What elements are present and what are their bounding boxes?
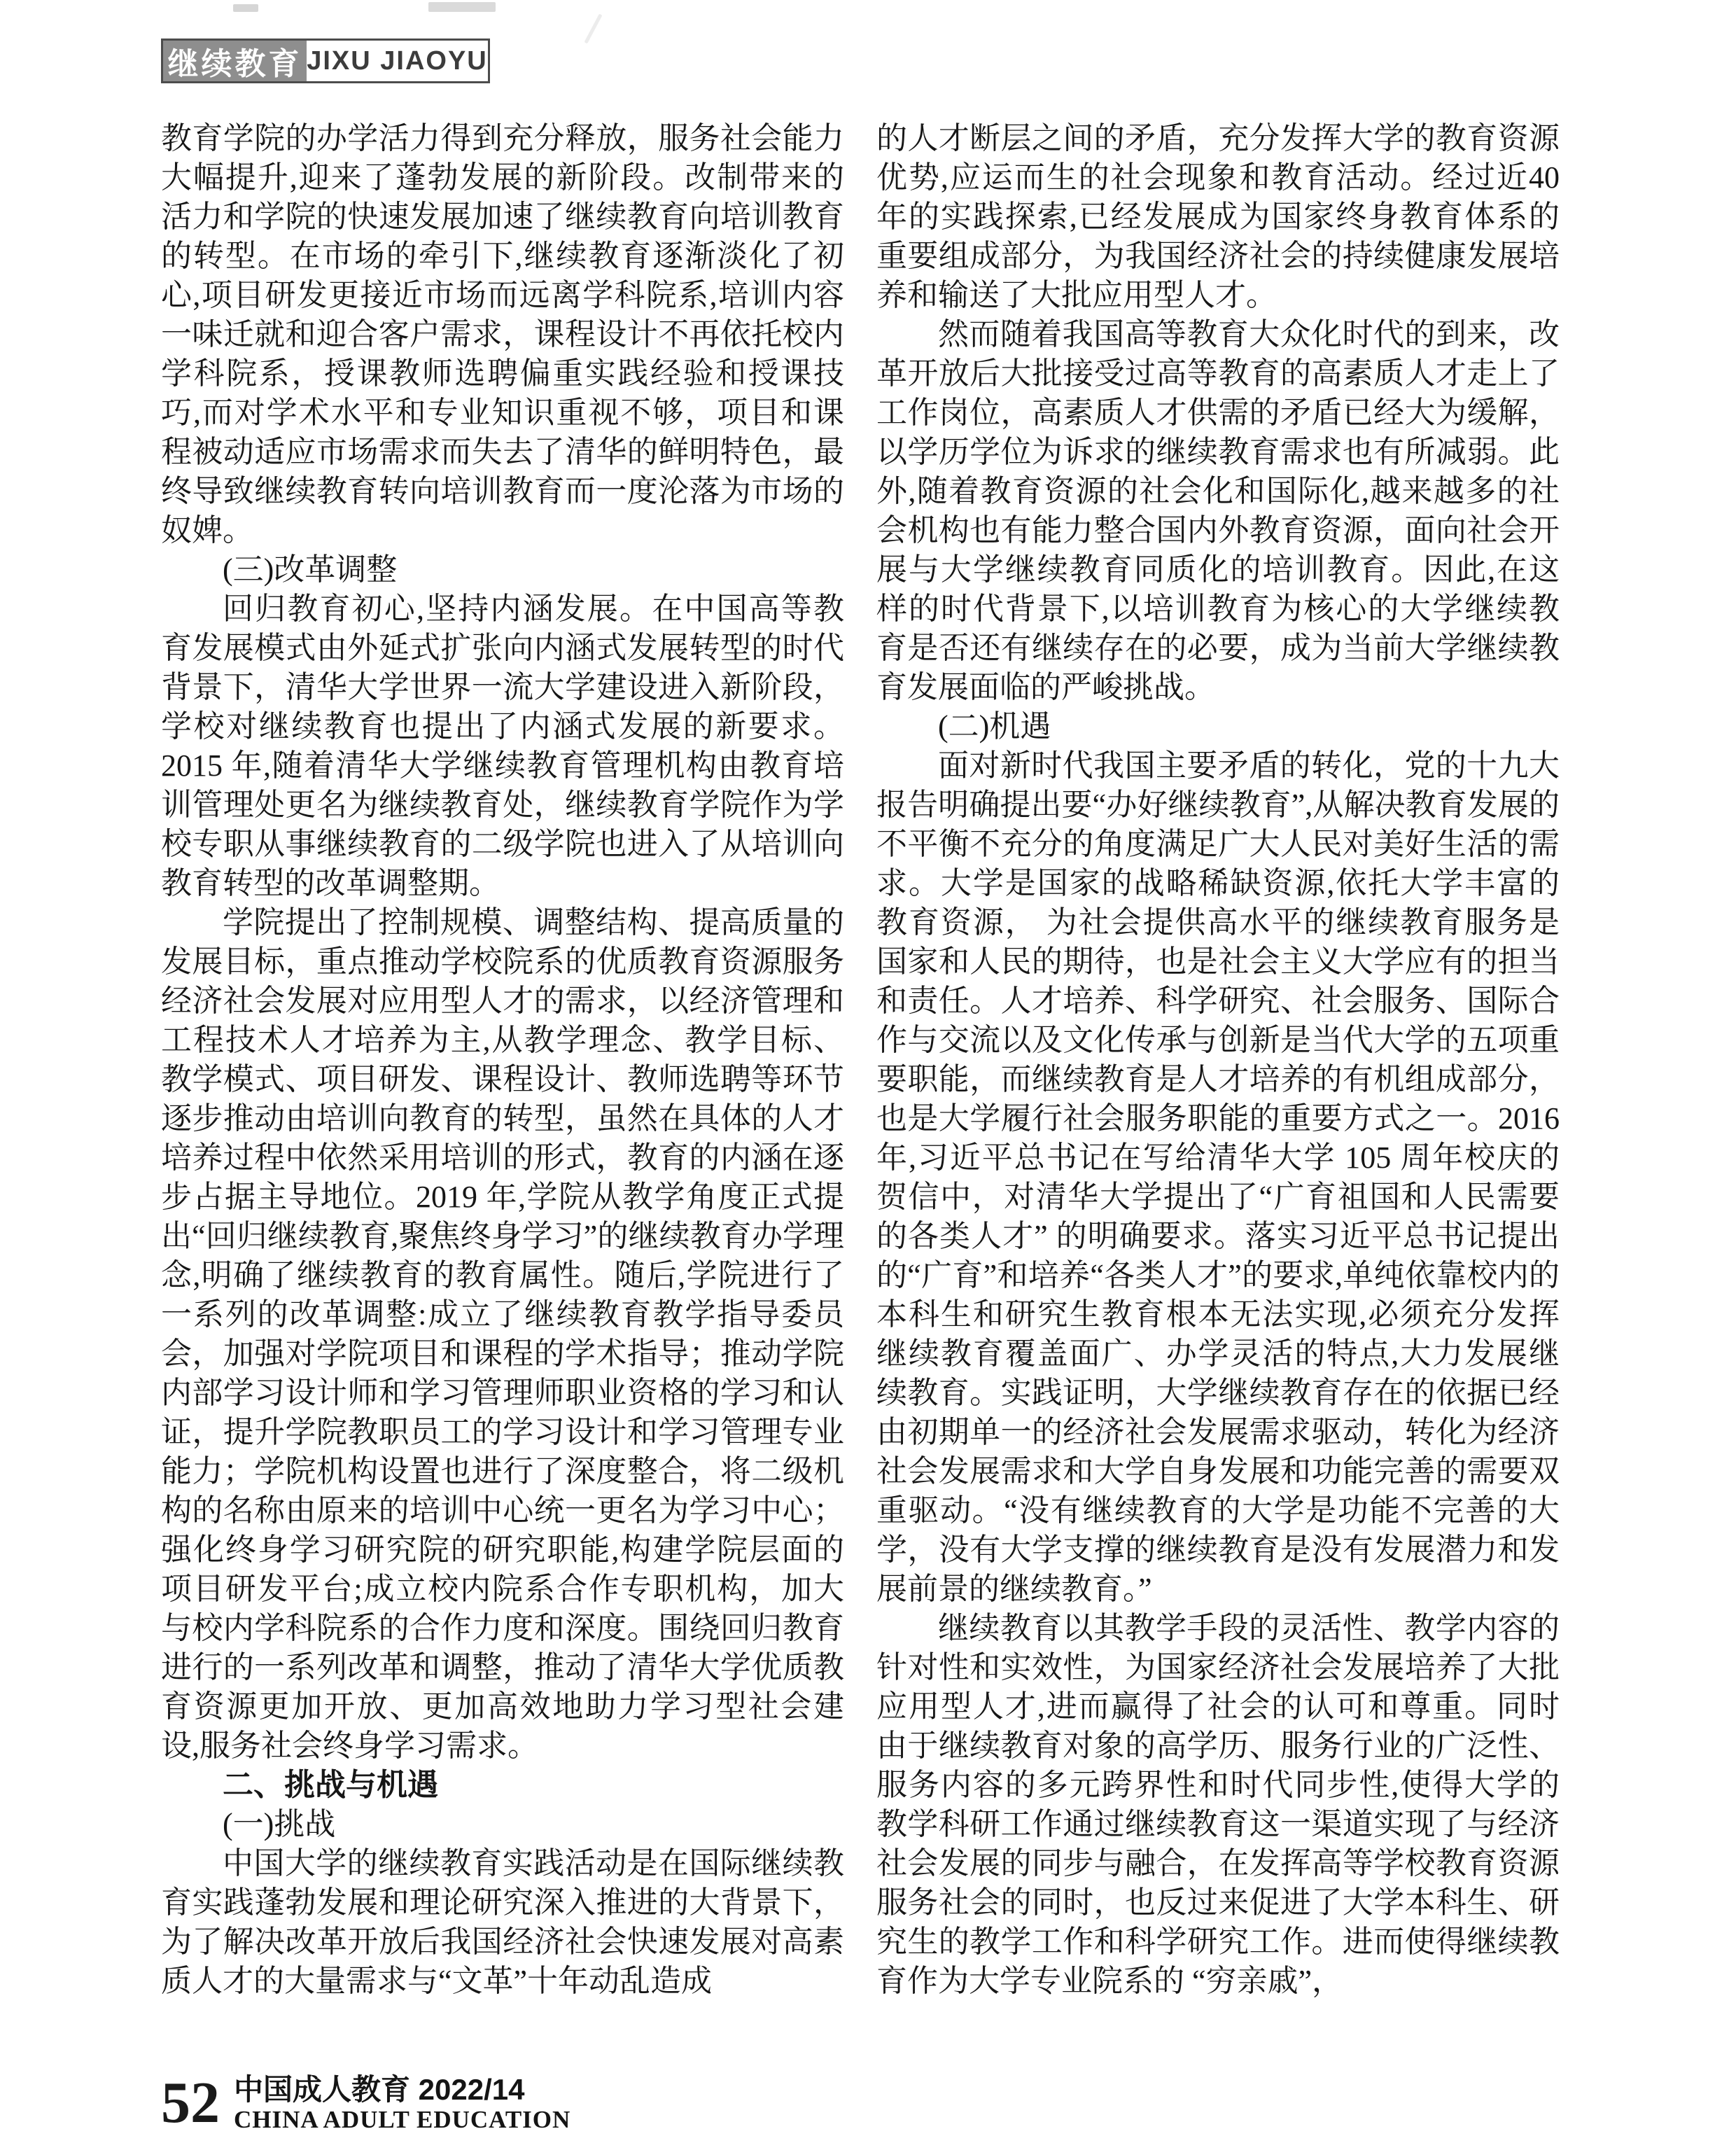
scan-artifact <box>233 4 258 12</box>
section-heading: 二、挑战与机遇 <box>223 1768 438 1802</box>
paragraph: 中国大学的继续教育实践活动是在国际继续教育实践蓬勃发展和理论研究深入推进的大背景下，为了解决改革开放后我国经济社会快速发展对高素质人才的大量需求与“文革”十年动乱造成 <box>161 1846 844 1998</box>
scan-artifact <box>428 2 496 12</box>
section-title-cn: 继续教育 <box>163 41 307 81</box>
paragraph: 继续教育以其教学手段的灵活性、教学内容的针对性和实效性，为国家经济社会发展培养了大批应用型人才,进而赢得了社会的认可和尊重。同时由于继续教育对象的高学历、服务行业的广泛性、服务内容的多元跨界性和时代同步性,使得大学的教学科研工作通过继续教育这一渠道实现了与经济社会发展的同步与融合，在发挥高等学校教育资源服务社会的同时，也反过来促进了大学本科生、研究生的教学工作和科学研究工作。进而使得继续教育作为大学专业院系的 “穷亲戚”， <box>876 1611 1560 1998</box>
paragraph: 教育学院的办学活力得到充分释放，服务社会能力大幅提升,迎来了蓬勃发展的新阶段。改制带来的活力和学院的快速发展加速了继续教育向培训教育的转型。在市场的牵引下,继续教育逐渐淡化了初心,项目研发更接近市场而远离学科院系,培训内容一味迁就和迎合客户需求，课程设计不再依托校内学科院系，授课教师选聘偏重实践经验和授课技巧,而对学术水平和专业知识重视不够，项目和课程被动适应市场需求而失去了清华的鲜明特色，最终导致继续教育转向培训教育而一度沦落为市场的奴婢。 <box>161 121 844 547</box>
journal-name-cn: 中国成人教育 2022/14 <box>234 2073 525 2106</box>
paragraph: 面对新时代我国主要矛盾的转化，党的十九大报告明确提出要“办好继续教育”,从解决教育发展的不平衡不充分的角度满足广大人民对美好生活的需求。大学是国家的战略稀缺资源,依托大学丰富的教育资源， 为社会提供高水平的继续教育服务是国家和人民的期待，也是社会主义大学应有的担当和责任。人才培养、科学研究、社会服务、国际合作与交流以及文化传承与创新是当代大学的五项重要职能，而继续教育是人才培养的有机组成部分，也是大学履行社会服务职能的重要方式之一。2016 年,习近平总书记在写给清华大学 105 周年校庆的贺信中，对清华大学提出了“广育祖国和人民需要的各类人才” 的明确要求。落实习近平总书记提出的“广育”和培养“各类人才”的要求,单纯依靠校内的本科生和研究生教育根本无法实现,必须充分发挥继续教育覆盖面广、办学灵活的特点,大力发展继续教育。实践证明，大学继续教育存在的依据已经由初期单一的经济社会发展需求驱动，转化为经济社会发展需求和大学自身发展和功能完善的需要双重驱动。“没有继续教育的大学是功能不完善的大学，没有大学支撑的继续教育是没有发展潜力和发展前景的继续教育。” <box>876 748 1560 1606</box>
paragraph: 的人才断层之间的矛盾，充分发挥大学的教育资源优势,应运而生的社会现象和教育活动。经过近40 年的实践探索,已经发展成为国家终身教育体系的重要组成部分，为我国经济社会的持续健康发展培养和输送了大批应用型人才。 <box>876 121 1560 312</box>
text-column-left <box>161 119 844 2001</box>
sub-heading: (三)改革调整 <box>223 552 398 587</box>
section-title-pinyin: JIXU JIAOYU <box>307 46 488 76</box>
sub-heading: (一)挑战 <box>223 1807 336 1841</box>
sub-heading: (二)机遇 <box>938 709 1051 744</box>
journal-name-en: CHINA ADULT EDUCATION <box>234 2106 571 2133</box>
journal-name-block <box>234 2071 570 2134</box>
paragraph: 回归教育初心,坚持内涵发展。在中国高等教育发展模式由外延式扩张向内涵式发展转型的时代背景下，清华大学世界一流大学建设进入新阶段，学校对继续教育也提出了内涵式发展的新要求。2015 年,随着清华大学继续教育管理机构由教育培训管理处更名为继续教育处，继续教育学院作为学校专职从事继续教育的二级学院也进入了从培训向教育转型的改革调整期。 <box>161 592 844 900</box>
scan-artifact <box>584 14 602 44</box>
page-number: 52 <box>161 2070 220 2135</box>
journal-section-banner <box>161 39 490 83</box>
paragraph: 然而随着我国高等教育大众化时代的到来，改革开放后大批接受过高等教育的高素质人才走上了工作岗位，高素质人才供需的矛盾已经大为缓解，以学历学位为诉求的继续教育需求也有所减弱。此外,随着教育资源的社会化和国际化,越来越多的社会机构也有能力整合国内外教育资源，面向社会开展与大学继续教育同质化的培训教育。因此,在这样的时代背景下,以培训教育为核心的大学继续教育是否还有继续存在的必要，成为当前大学继续教育发展面临的严峻挑战。 <box>876 317 1560 704</box>
page-footer <box>161 2071 570 2135</box>
text-column-right <box>876 119 1560 2001</box>
paragraph: 学院提出了控制规模、调整结构、提高质量的发展目标，重点推动学校院系的优质教育资源服务经济社会发展对应用型人才的需求，以经济管理和工程技术人才培养为主,从教学理念、教学目标、教学模式、项目研发、课程设计、教师选聘等环节逐步推动由培训向教育的转型，虽然在具体的人才培养过程中依然采用培训的形式，教育的内涵在逐步占据主导地位。2019 年,学院从教学角度正式提出“回归继续教育,聚焦终身学习”的继续教育办学理念,明确了继续教育的教育属性。随后,学院进行了一系列的改革调整:成立了继续教育教学指导委员会，加强对学院项目和课程的学术指导；推动学院内部学习设计师和学习管理师职业资格的学习和认证，提升学院教职员工的学习设计和学习管理专业能力；学院机构设置也进行了深度整合，将二级机构的名称由原来的培训中心统一更名为学习中心；强化终身学习研究院的研究职能,构建学院层面的项目研发平台;成立校内院系合作专职机构，加大与校内学科院系的合作力度和深度。围绕回归教育进行的一系列改革和调整，推动了清华大学优质教育资源更加开放、更加高效地助力学习型社会建设,服务社会终身学习需求。 <box>161 905 844 1763</box>
